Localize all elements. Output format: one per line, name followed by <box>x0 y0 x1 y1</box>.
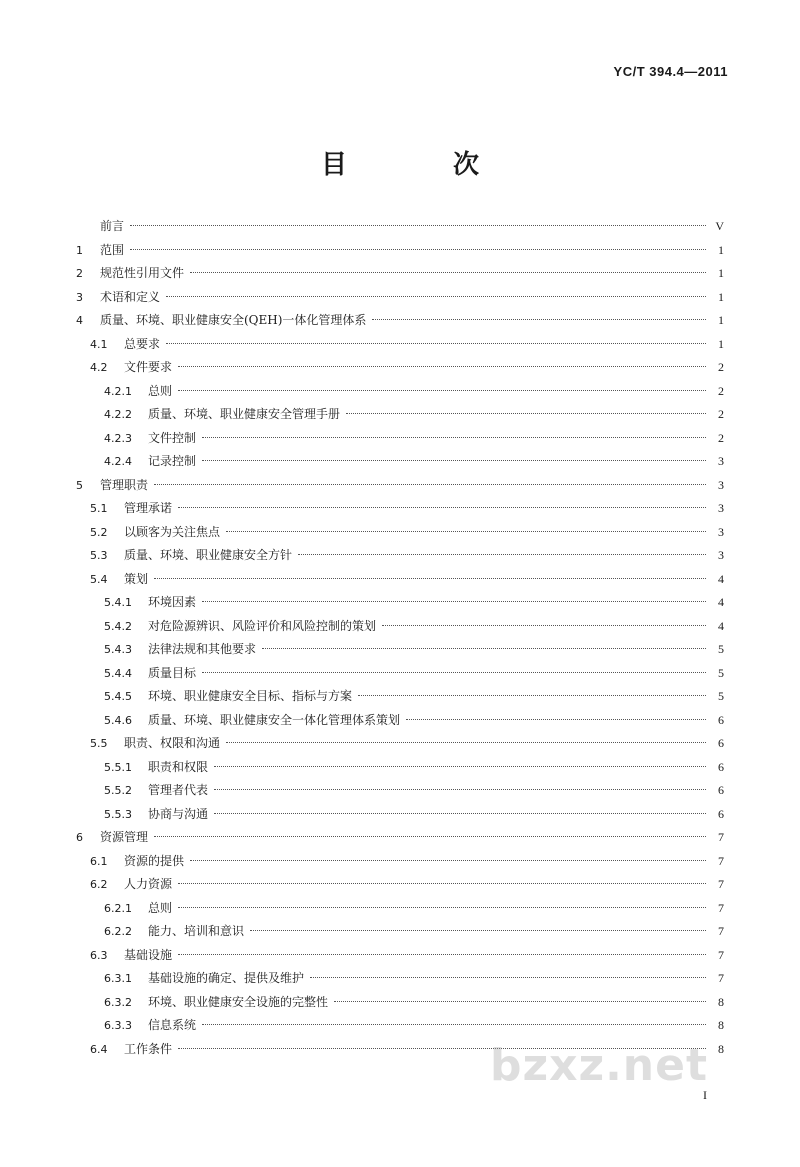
toc-entry-page: 8 <box>718 1041 724 1056</box>
standard-code: YC/T 394.4—2011 <box>613 64 728 79</box>
toc-entry[interactable] <box>76 615 724 639</box>
toc-entry-number: 5.4 <box>90 572 108 586</box>
toc-entry-number: 6.2.2 <box>104 925 132 938</box>
toc-entry-title: 术语和定义 <box>100 289 161 304</box>
dot-leader <box>178 390 706 391</box>
toc-entry[interactable] <box>76 356 724 380</box>
toc-entry[interactable] <box>76 497 724 521</box>
dot-leader <box>190 272 706 273</box>
toc-entry-title: 文件要求 <box>124 360 173 374</box>
dot-leader <box>130 225 706 226</box>
toc-entry-title: 总则 <box>148 383 173 398</box>
toc-entry-title: 环境、职业健康安全目标、指标与方案 <box>148 689 353 703</box>
toc-entry[interactable] <box>76 850 724 874</box>
toc-entry-title: 质量目标 <box>148 665 197 680</box>
toc-entry-number: 6.3 <box>90 948 108 962</box>
toc-entry-title: 以顾客为关注焦点 <box>124 524 221 539</box>
toc-entry-page: 3 <box>718 524 724 539</box>
toc-entry-title: 工作条件 <box>124 1041 173 1056</box>
toc-entry-page: 1 <box>718 289 724 304</box>
toc-entry[interactable] <box>76 779 724 803</box>
toc-entry-number: 5.5.3 <box>104 807 132 821</box>
toc-entry-number: 5.4.6 <box>104 713 132 727</box>
toc-entry[interactable] <box>76 591 724 615</box>
toc-entry-page: 4 <box>718 595 724 609</box>
toc-entry-title: 对危险源辨识、风险评价和风险控制的策划 <box>148 618 377 633</box>
toc-entry-title: 协商与沟通 <box>148 806 209 821</box>
toc-entry-page: 3 <box>718 501 724 515</box>
toc-entry[interactable] <box>76 944 724 968</box>
toc-entry-page: 1 <box>718 266 724 280</box>
toc-entry-number: 5.4.4 <box>104 666 132 680</box>
toc-entry-page: 8 <box>718 1018 724 1032</box>
toc-entry[interactable] <box>76 756 724 780</box>
toc-entry-page: 4 <box>718 618 724 633</box>
toc-entry-number: 6.3.2 <box>104 995 132 1009</box>
toc-entry-number: 4.2 <box>90 361 108 374</box>
dot-leader <box>262 648 706 649</box>
toc-entry-number: 6.4 <box>90 1042 108 1056</box>
toc-entry-title: 质量、环境、职业健康安全方针 <box>124 548 293 562</box>
toc-entry-number: 6.1 <box>90 854 108 868</box>
toc-entry[interactable] <box>76 450 724 474</box>
toc-entry-page: 3 <box>718 477 724 492</box>
toc-entry-number: 5.5 <box>90 737 108 750</box>
toc-entry-number: 5.5.2 <box>104 784 132 797</box>
toc-entry[interactable] <box>76 544 724 568</box>
toc-entry-number: 4.2.1 <box>104 384 132 398</box>
toc-entry[interactable] <box>76 262 724 286</box>
toc-entry[interactable] <box>76 333 724 357</box>
toc-entry-title: 基础设施的确定、提供及维护 <box>148 971 305 985</box>
toc-entry-title: 职责、权限和沟通 <box>124 736 221 750</box>
dot-leader <box>358 695 706 696</box>
dot-leader <box>178 883 706 884</box>
toc-entry-page: 7 <box>718 947 724 962</box>
toc-entry-number: 5.5.1 <box>104 760 132 774</box>
toc-entry-page: 2 <box>718 360 724 374</box>
dot-leader <box>154 836 706 837</box>
toc-entry-number: 4.2.3 <box>104 431 132 445</box>
toc-entry-number: 5.3 <box>90 549 108 562</box>
toc-entry[interactable] <box>76 309 724 333</box>
dot-leader <box>382 625 706 626</box>
toc-entry-page: 5 <box>718 689 724 703</box>
toc-entry-title: 策划 <box>124 571 149 586</box>
toc-entry[interactable] <box>76 897 724 921</box>
dot-leader <box>202 601 706 602</box>
toc-entry-page: 8 <box>718 994 724 1009</box>
dot-leader <box>154 578 706 579</box>
toc-entry[interactable] <box>76 239 724 263</box>
toc-entry[interactable] <box>76 826 724 850</box>
table-of-contents <box>76 215 724 1061</box>
toc-entry-page: 3 <box>718 548 724 562</box>
dot-leader <box>202 460 706 461</box>
dot-leader <box>178 954 706 955</box>
toc-entry[interactable] <box>76 403 724 427</box>
toc-entry[interactable] <box>76 991 724 1015</box>
toc-entry-number: 4.2.2 <box>104 408 132 421</box>
toc-entry[interactable] <box>76 662 724 686</box>
dot-leader <box>166 343 706 344</box>
dot-leader <box>298 554 706 555</box>
toc-entry-title: 质量、环境、职业健康安全管理手册 <box>148 407 341 421</box>
toc-entry-title: 资源的提供 <box>124 853 185 868</box>
toc-entry[interactable] <box>76 638 724 662</box>
toc-entry-title: 总要求 <box>124 336 161 351</box>
dot-leader <box>202 672 706 673</box>
toc-entry-number: 5.1 <box>90 502 108 515</box>
toc-entry-page: 6 <box>718 736 724 750</box>
dot-leader <box>130 249 706 250</box>
dot-leader <box>226 742 706 743</box>
toc-entry[interactable] <box>76 685 724 709</box>
toc-entry-number: 5 <box>76 478 83 492</box>
toc-entry-title: 能力、培训和意识 <box>148 924 245 938</box>
toc-entry-number: 6.2.1 <box>104 901 132 915</box>
toc-entry[interactable] <box>76 709 724 733</box>
toc-entry-title: 法律法规和其他要求 <box>148 642 257 656</box>
toc-entry-number: 4.2.4 <box>104 455 132 468</box>
toc-entry[interactable] <box>76 920 724 944</box>
toc-entry[interactable] <box>76 873 724 897</box>
toc-entry-number: 4.1 <box>90 337 108 351</box>
toc-entry[interactable] <box>76 568 724 592</box>
toc-entry-page: 6 <box>718 783 724 797</box>
toc-entry-number: 6.3.3 <box>104 1019 132 1032</box>
toc-entry-page: 2 <box>718 407 724 421</box>
dot-leader <box>214 813 706 814</box>
dot-leader <box>214 766 706 767</box>
toc-entry[interactable] <box>76 967 724 991</box>
dot-leader <box>202 1024 706 1025</box>
toc-entry[interactable] <box>76 215 724 239</box>
dot-leader <box>154 484 706 485</box>
toc-entry-number: 2 <box>76 267 83 280</box>
dot-leader <box>226 531 706 532</box>
toc-entry-title: 质量、环境、职业健康安全(QEH)一体化管理体系 <box>100 313 367 327</box>
dot-leader <box>202 437 706 438</box>
toc-entry[interactable] <box>76 521 724 545</box>
toc-entry-title: 环境因素 <box>148 595 197 609</box>
toc-entry-page: 7 <box>718 830 724 844</box>
toc-entry-title: 范围 <box>100 242 125 257</box>
toc-entry-title: 环境、职业健康安全设施的完整性 <box>148 994 329 1009</box>
toc-entry-page: 3 <box>718 454 724 468</box>
dot-leader <box>250 930 706 931</box>
toc-entry-number: 5.4.2 <box>104 619 132 633</box>
toc-entry-number: 6.2 <box>90 878 108 891</box>
dot-leader <box>190 860 706 861</box>
toc-entry[interactable] <box>76 474 724 498</box>
dot-leader <box>406 719 706 720</box>
toc-entry-number: 5.4.1 <box>104 596 132 609</box>
dot-leader <box>178 366 706 367</box>
toc-entry-page: 7 <box>718 853 724 868</box>
toc-entry-page: 5 <box>718 642 724 656</box>
dot-leader <box>346 413 706 414</box>
dot-leader <box>166 296 706 297</box>
toc-entry-page: 6 <box>718 712 724 727</box>
watermark: bzxz.net <box>490 1040 709 1091</box>
toc-entry-number: 3 <box>76 290 83 304</box>
page-title: 目 次 <box>320 150 519 180</box>
toc-entry-number: 5.4.3 <box>104 643 132 656</box>
toc-entry[interactable] <box>76 286 724 310</box>
page-number: I <box>703 1088 707 1102</box>
toc-entry-number: 1 <box>76 243 83 257</box>
dot-leader <box>372 319 706 320</box>
toc-entry-title: 管理承诺 <box>124 501 173 515</box>
dot-leader <box>310 977 706 978</box>
toc-entry-number: 6.3.1 <box>104 972 132 985</box>
toc-entry-title: 文件控制 <box>148 430 197 445</box>
dot-leader <box>178 907 706 908</box>
toc-entry[interactable] <box>76 1014 724 1038</box>
toc-entry-title: 记录控制 <box>148 454 197 468</box>
toc-entry[interactable] <box>76 380 724 404</box>
toc-entry-title: 质量、环境、职业健康安全一体化管理体系策划 <box>148 712 401 727</box>
toc-entry[interactable] <box>76 803 724 827</box>
toc-entry-page: 1 <box>718 336 724 351</box>
toc-entry-page: 6 <box>718 759 724 774</box>
toc-entry-number: 5.2 <box>90 525 108 539</box>
toc-entry-page: 1 <box>718 242 724 257</box>
toc-entry-title: 职责和权限 <box>148 759 209 774</box>
dot-leader <box>214 789 706 790</box>
toc-entry-number: 6 <box>76 831 83 844</box>
toc-entry-title: 管理者代表 <box>148 783 209 797</box>
toc-entry-page: 7 <box>718 877 724 891</box>
toc-entry-page: 7 <box>718 924 724 938</box>
toc-entry-page: 2 <box>718 430 724 445</box>
toc-entry-title: 信息系统 <box>148 1018 197 1032</box>
toc-entry-page: 2 <box>718 383 724 398</box>
toc-entry-page: 6 <box>718 806 724 821</box>
toc-entry-page: 5 <box>718 665 724 680</box>
toc-entry-page: 1 <box>718 313 724 327</box>
toc-entry-page: 4 <box>718 571 724 586</box>
toc-entry-title: 前言 <box>100 219 125 233</box>
dot-leader <box>334 1001 706 1002</box>
toc-entry[interactable] <box>76 732 724 756</box>
toc-entry-page: V <box>715 219 724 233</box>
toc-entry-title: 规范性引用文件 <box>100 266 185 280</box>
toc-entry-title: 人力资源 <box>124 877 173 891</box>
dot-leader <box>178 507 706 508</box>
toc-entry-title: 基础设施 <box>124 947 173 962</box>
toc-entry-page: 7 <box>718 971 724 985</box>
toc-entry-title: 资源管理 <box>100 830 149 844</box>
toc-entry-number: 4 <box>76 314 83 327</box>
toc-entry-page: 7 <box>718 900 724 915</box>
toc-entry-number: 5.4.5 <box>104 690 132 703</box>
toc-entry[interactable] <box>76 427 724 451</box>
toc-entry-title: 总则 <box>148 900 173 915</box>
toc-entry-title: 管理职责 <box>100 477 149 492</box>
